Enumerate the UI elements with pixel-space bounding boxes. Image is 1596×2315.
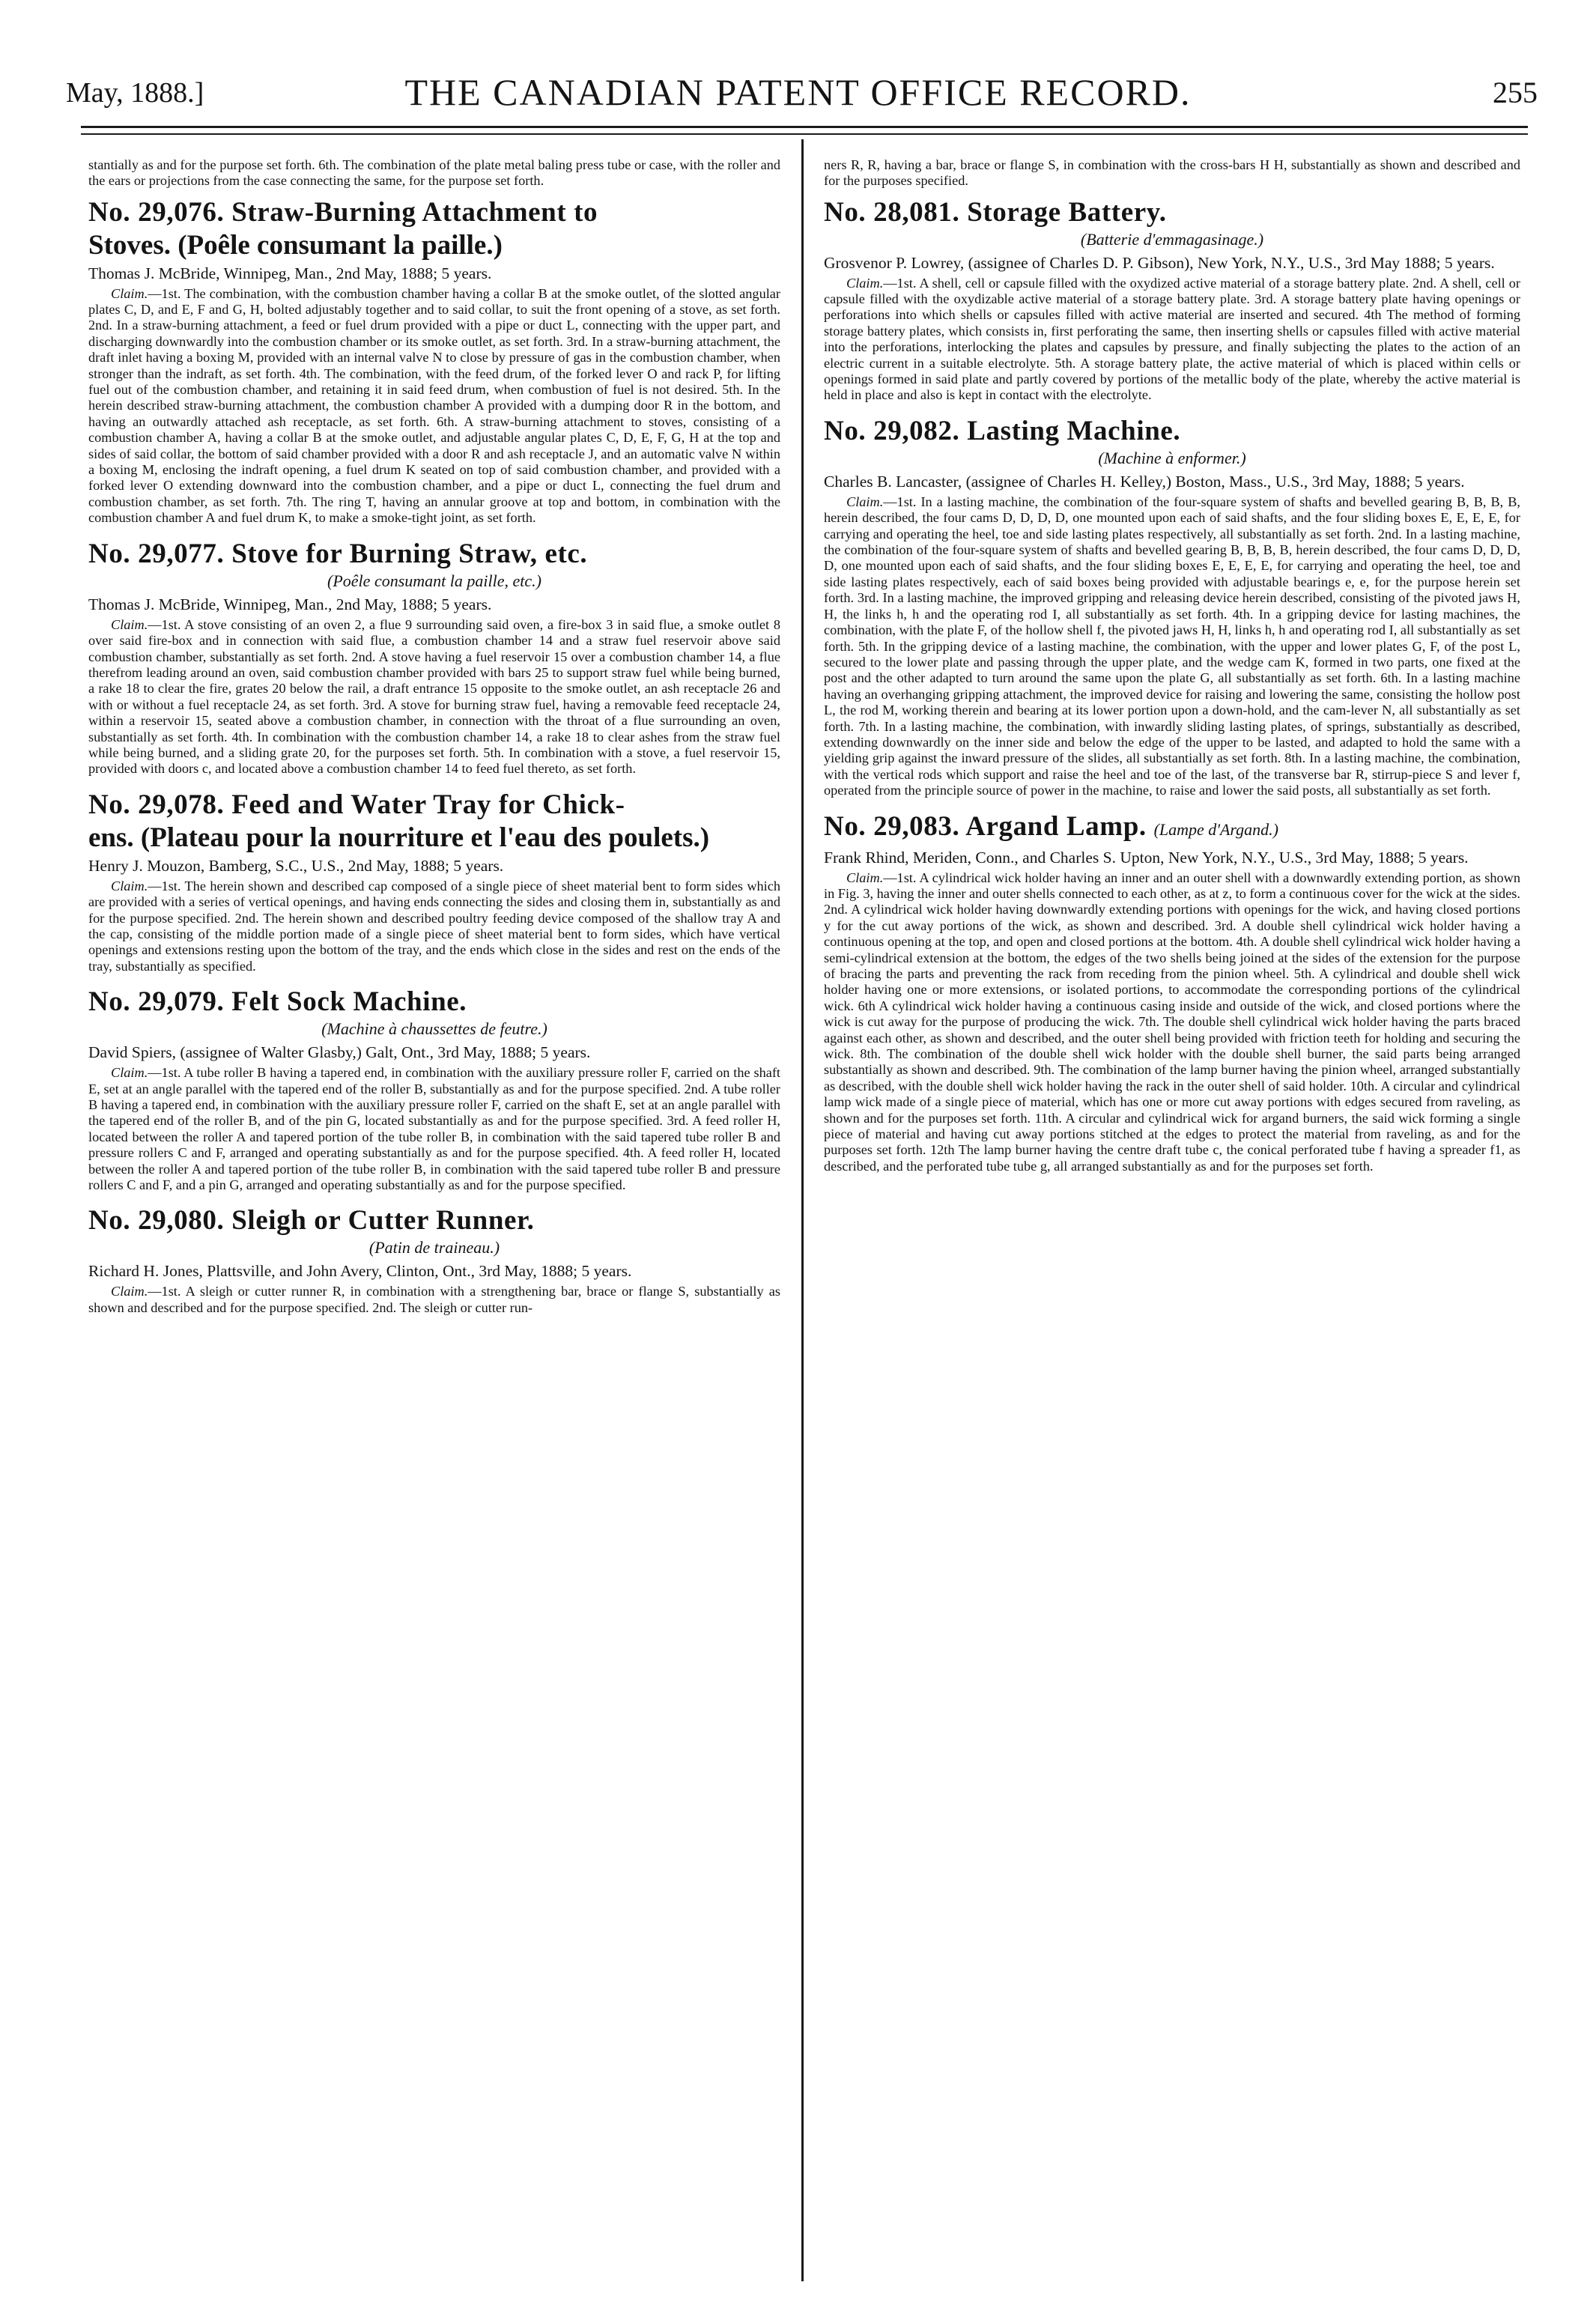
claim-text <box>88 879 780 974</box>
patent-entry <box>88 1205 780 1316</box>
patent-title: Stove for Burning Straw, etc. <box>231 538 588 569</box>
claim-text <box>824 276 1520 404</box>
claim-text <box>824 870 1520 1175</box>
claim-body: —1st. A stove consisting of an oven 2, a flue 9 surrounding said oven, a fire-box 3 in said flue, a smoke outlet 8 over said fire-box and in connection with said flue, a combustion chamber 14 and a straw fuel reservoir above said combustion chamber, substantially as set forth. 2nd. A stove having a fuel reservoir 15 over a combustion chamber 14, a flue therefrom leading around an oven, said combustion chamber provided with bars 25 to support straw fuel while being burned, a rake 18 to clear the fire, grates 20 below the rail, a draft entrance 15 opposite to the smoke outlet, an ash receptacle 26 and with or without a fuel receptacle 24, as set forth. 3rd. A stove for burning straw fuel, having a removable feed receptacle 24, within a reservoir 15, seated above a combustion chamber, in connection with the throat of a flue surrounding an oven, substantially as set forth. 4th. In combination with the combustion chamber 14, a rake 18 to clear ashes from the straw fuel while being burned, and a sliding grate 20, for the purposes set forth. 5th. In combination with a stove, a fuel reservoir 15, provided with doors c, and located above a combustion chamber 14 to feed fuel thereto, as set forth. <box>88 616 780 777</box>
patent-entry <box>88 197 780 527</box>
applicant-line: Grosvenor P. Lowrey, (assignee of Charles D. P. Gibson), New York, N.Y., U.S., 3rd May 1888; 5 years. <box>824 253 1495 272</box>
claim-text <box>88 1284 780 1316</box>
claim-body: —1st. The combination, with the combustion chamber having a collar B at the smoke outlet, of the slotted angular plates C, D, and E, F and G, H, bolted adjustably together and to said collar, to suit the front opening of a stove, as set forth. 2nd. In a straw-burning attachment, a feed or fuel drum provided with a pipe or duct L, connecting with the upper part, and discharging downwardly into the combustion chamber or its smoke outlet, as set forth. 3rd. In a straw-burning attachment, the draft inlet having a boxing M, provided with an internal valve N to close by pressure of gas in the combustion chamber, when stronger than the indraft, as set forth. 4th. The combination, with the feed drum, of the forked lever O and rack P, for lifting fuel out of the combustion chamber, and retaining it in said feed drum, when combustion of fuel is not desired. 5th. In the herein described straw-burning attachment, the combustion chamber A provided with a dumping door R in the bottom, and having an outwardly attached ash receptacle, as set forth. 6th. A straw-burning attachment to stoves, consisting of a combustion chamber A, having a collar B at the smoke outlet, and adjustable angular plates C, D, E, F, G, H at the top and sides of said collar, the bottom of said chamber provided with a door R and ash receptacle J, and an automatic valve N within a boxing M, enclosing the indraft opening, a fuel drum K seated on top of said combustion chamber, and provided with a forked lever O extending downward into the combustion chamber, and a pipe or duct L, connecting the fuel drum and combustion chamber, as set forth. 7th. The ring T, having an annular groove at top and bottom, in combination with the combustion chamber A and fuel drum K, to make a smoke-tight joint, as set forth. <box>88 285 780 526</box>
patent-number: No. 29,076. <box>88 196 225 228</box>
applicant-line: Charles B. Lancaster, (assignee of Charles H. Kelley,) Boston, Mass., U.S., 3rd May, 1888; 5 years. <box>824 472 1465 491</box>
entry-heading <box>824 811 1520 846</box>
french-title: (Machine à enformer.) <box>1098 448 1246 467</box>
patent-entry <box>88 789 780 974</box>
right-column <box>824 147 1520 2274</box>
claim-text <box>88 286 780 527</box>
claim-text <box>824 494 1520 799</box>
entry-heading-continued <box>88 230 780 261</box>
claim-body: —1st. A cylindrical wick holder having an inner and an outer shell with a downwardly extending portion, as shown in Fig. 3, having the inner and outer shells connected to each other, as at z, to form a continuous cover for the wick at the sides. 2nd. A cylindrical wick holder having downwardly extending portions with openings for the wick, and having closed portions y for the cut away portions of the wick, as shown and described. 3rd. A double shell cylindrical wick holder having a continuous opening at the top, and open and closed portions at the bottom. 4th. A double shell cylindrical wick holder having a semi-cylindrical extension at the bottom, the edges of the two shells being joined at the sides of the extension for the purpose of bracing the parts and preventing the rack from receding from the pinion wheel. 5th. A cylindrical and double shell wick holder having one or more extensions, or isolated portions, to accommodate the corresponding portions of the cylindrical wick. 6th A cylindrical wick holder having a continuous casing inside and outside of the wick, and closed portions where the wick is cut away for the purpose of producing the wick. 7th. The double shell cylindrical wick holder having the parts braced against each other, as shown and described, and the outer shell being provided with friction teeth for holding and securing the wick. 8th. The combination of the double shell wick holder with the double shell burner, the said parts being arranged substantially as shown and described. 9th. The combination of the lamp burner having the pinion wheel, arranged substantially as described, with the double shell wick holder having the rack in the outer shell of said holder. 10th. A circular and cylindrical lamp wick made of a single piece of material, which has one or more cut away portions with edges secured from raveling, as shown and for the purposes set forth. 11th. A circular and cylindrical wick for argand burners, the said wick forming a single piece of material and having cut away portions stitched at the edges to protect the material from raveling, as and for the purposes set forth. 12th The lamp burner having the centre draft tube c, the conical perforated tube f having a spreader f1, as described, and the perforated tube tube g, all arranged substantially as and for the purposes set forth. <box>824 870 1520 1174</box>
page-number: 255 <box>1493 76 1538 109</box>
patent-title: Storage Battery. <box>967 196 1167 228</box>
french-title: (Lampe d'Argand.) <box>1153 819 1279 839</box>
entry-heading <box>824 416 1520 447</box>
patent-title: Lasting Machine. <box>967 415 1181 446</box>
patent-title-cont: Stoves. <box>88 229 171 261</box>
entry-heading-continued <box>88 822 780 854</box>
claim-lead: Claim. <box>846 870 884 885</box>
header-rule-thin <box>81 133 1528 135</box>
applicant-line: Thomas J. McBride, Winnipeg, Man., 2nd May, 1888; 5 years. <box>88 264 492 282</box>
left-column <box>88 147 780 2274</box>
patent-entry <box>88 538 780 777</box>
claim-lead: Claim. <box>111 878 148 893</box>
entry-heading <box>88 986 780 1018</box>
claim-lead: Claim. <box>111 285 148 301</box>
applicant-line: Richard H. Jones, Plattsville, and John Avery, Clinton, Ont., 3rd May, 1888; 5 years. <box>88 1262 632 1281</box>
patent-entry <box>824 416 1520 799</box>
claim-lead: Claim. <box>111 1065 148 1081</box>
entry-heading <box>88 1205 780 1237</box>
patent-number: No. 29,083. <box>824 810 960 842</box>
page-header <box>0 0 1596 142</box>
claim-text <box>88 1065 780 1193</box>
patent-entry <box>88 986 780 1193</box>
patent-title: Sleigh or Cutter Runner. <box>231 1205 535 1237</box>
claim-body: —1st. A sleigh or cutter runner R, in combination with a strengthening bar, brace or flange S, substantially as shown and described and for the purpose specified. 2nd. The sleigh or cutter run- <box>88 1284 780 1315</box>
patent-number: No. 29,079. <box>88 986 225 1018</box>
patent-title-cont: ens. <box>88 822 134 853</box>
patent-number: No. 29,080. <box>88 1205 225 1237</box>
patent-number: No. 28,081. <box>824 196 960 228</box>
french-title: (Poêle consumant la paille, etc.) <box>327 571 541 590</box>
patent-entry <box>824 811 1520 1175</box>
continued-text: stantially as and for the purpose set forth. 6th. The combination of the plate metal baling press tube or case, with the roller and the ears or projections from the case connecting the same, for the purpose set forth. <box>88 157 780 189</box>
claim-lead: Claim. <box>111 616 148 632</box>
patent-title: Straw-Burning Attachment to <box>231 196 598 228</box>
publication-title: THE CANADIAN PATENT OFFICE RECORD. <box>404 71 1192 113</box>
applicant-line: Thomas J. McBride, Winnipeg, Man., 2nd May, 1888; 5 years. <box>88 595 492 613</box>
patent-title: Feed and Water Tray for Chick- <box>231 789 625 820</box>
applicant-line: Frank Rhind, Meriden, Conn., and Charles S. Upton, New York, N.Y., U.S., 3rd May, 1888; 5 years. <box>824 848 1469 867</box>
entry-heading <box>88 789 780 821</box>
header-rule <box>81 126 1528 128</box>
patent-number: No. 29,082. <box>824 415 960 446</box>
entry-heading <box>88 538 780 570</box>
patent-entry <box>824 197 1520 404</box>
claim-body: —1st. A shell, cell or capsule filled with the oxydized active material of a storage battery plate. 2nd. A shell, cell or capsule filled with the oxydizable active material of a storage battery plate. 3rd. A storage battery plate having openings or perforations into which shells or capsules filled with active material are inserted and secured. 4th The method of forming storage battery plates, which consists in, first perforating the same, then inserting shells or capsules filled with active material into the perforations, interlocking the plates and capsules by pressure, and finally subjecting the plates to the action of an electric current in a suitable electrolyte. 5th. A storage battery plate, the active material of which is placed within cells or openings formed in said plate and partly covered by portions of the metallic body of the plate, whereby the active material is held in place and also is kept in contact with the electrolyte. <box>824 275 1520 403</box>
applicant-line: Henry J. Mouzon, Bamberg, S.C., U.S., 2nd May, 1888; 5 years. <box>88 856 504 875</box>
entry-heading <box>88 197 780 228</box>
applicant-line: David Spiers, (assignee of Walter Glasby,) Galt, Ont., 3rd May, 1888; 5 years. <box>88 1043 591 1062</box>
claim-body: —1st. The herein shown and described cap composed of a single piece of sheet material bent to form sides which are provided with a series of vertical openings, and having ends connecting the sides and closing them in, substantially as and for the purpose specified. 2nd. The herein shown and described poultry feeding device composed of the shallow tray A and the cap, consisting of the middle portion made of a single piece of sheet material bent to form sides, which have vertical openings and extensions resting upon the bottom of the tray, and the ends which close in the sides and rest on the ends of the tray, substantially as specified. <box>88 878 780 974</box>
continued-text: ners R, R, having a bar, brace or flange S, in combination with the cross-bars H H, substantially as shown and described and for the purposes specified. <box>824 157 1520 189</box>
patent-number: No. 29,078. <box>88 789 225 820</box>
french-title: (Poêle consumant la paille.) <box>177 229 503 261</box>
claim-body: —1st. In a lasting machine, the combination of the four-square system of shafts and bevelled gearing B, B, B, B, herein described, the four cams D, D, D, D, one mounted upon each of said shafts, and the four sliding boxes E, E, E, E, for carrying and operating the heel, toe and side lasting plates respectively, all substantially as set forth. 2nd. In a lasting machine, the combination of the four-square system of shafts and bevelled gearing B, B, B, B, herein described, the four cams D, D, D, D, one mounted upon each of said shafts, and the four sliding boxes E, E, E, E, for carrying and operating the heel, toe and side lasting plates respectively, each of said boxes being provided with adjustable bearings e, e, for the purpose herein set forth. 3rd. In a lasting machine, the improved gripping and releasing device herein described, consisting of the pivoted jaws H, H, the links h, h and the operating rod I, all substantially as set forth. 4th. In a gripping device for lasting machines, the combination, with the plate F, of the hollow shell f, the pivoted jaws H, H, links h, h and operating rod I, all substantially as set forth. 5th. In the gripping device of a lasting machine, the combination, with the upper and lower plates G, F, of the post L, secured to the lower plate and passing through the upper plate, and the wedge cam K, formed in two parts, one fixed at the post and the other adapted to turn around the same upon the plate G, all substantially as set forth. 6th. In a lasting machine having an overhanging gripping attachment, the improved device for raising and lowering the same, consisting the hollow post L, the rod M, working therein and bearing at its lower portion upon a down-hold, and the cam-lever N, all substantially as set forth. 7th. In a lasting machine, the combination, with inwardly sliding lasting plates, of springs, substantially as described, extending downwardly on the inner side and below the edge of the upper to be lasted, and adapted to hold the same with a yielding grip against the inward pressure of the slides, all substantially as set forth. 8th. In a lasting machine, the combination, with the vertical rods which support and raise the heel and toe of the last, of the transverse bar R, stirrup-piece S and lever f, operated from the principle source of power in the machine, to raise and lower the said posts, all substantially as set forth. <box>824 494 1520 798</box>
claim-lead: Claim. <box>846 275 884 291</box>
patent-number: No. 29,077. <box>88 538 225 569</box>
entry-heading <box>824 197 1520 228</box>
patent-title: Felt Sock Machine. <box>231 986 467 1018</box>
issue-date: May, 1888.] <box>66 77 204 109</box>
french-title: (Batterie d'emmagasinage.) <box>1080 229 1264 249</box>
french-title: (Machine à chaussettes de feutre.) <box>321 1019 547 1039</box>
claim-lead: Claim. <box>111 1284 148 1299</box>
claim-lead: Claim. <box>846 494 884 509</box>
french-title: (Patin de traineau.) <box>368 1238 500 1257</box>
french-title: (Plateau pour la nourriture et l'eau des poulets.) <box>140 822 710 853</box>
patent-title: Argand Lamp. <box>965 810 1147 842</box>
claim-text <box>88 617 780 777</box>
claim-body: —1st. A tube roller B having a tapered end, in combination with the auxiliary pressure roller F, carried on the shaft E, set at an angle parallel with the tapered end of the roller B, substantially as and for the purpose specified. 2nd. A tube roller B having a tapered end, in combination with the auxiliary pressure roller F, carried on the shaft E, set at an angle parallel with the tapered end of the roller B, and of the pin G, located substantially as and for the purpose specified. 3rd. A feed roller H, located between the roller A and tapered portion of the tube roller B, in combination with the said tapered tube roller B and pressure rollers C and F, arranged and operating substantially as and for the purpose specified. 4th. A feed roller H, located between the roller A and tapered portion of the tube roller B, in combination with the said tapered tube roller B and pressure rollers C and F, and a pin G, arranged and operating substantially as and for the purpose specified. <box>88 1065 780 1193</box>
column-divider <box>801 139 804 2281</box>
